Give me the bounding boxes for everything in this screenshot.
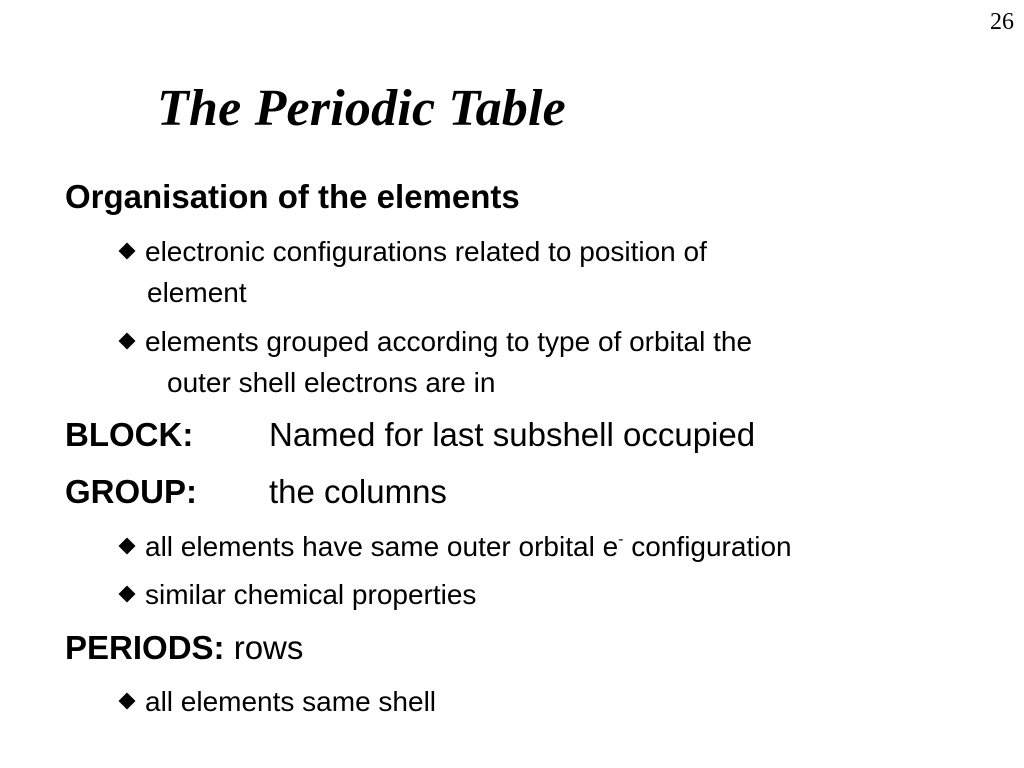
section-heading: Organisation of the elements: [65, 178, 520, 215]
bullet-item: [118, 681, 918, 722]
group-value: the columns: [269, 473, 447, 510]
page-number: 26: [990, 9, 1014, 35]
diamond-bullet-icon: [119, 243, 136, 260]
group-label: GROUP:: [65, 473, 197, 510]
diamond-bullet-icon: [119, 333, 136, 350]
bullet-item: [118, 526, 918, 567]
bullet-text-continuation: element: [147, 277, 247, 308]
bullet-text-continuation: outer shell electrons are in: [167, 367, 496, 398]
bullet-text: all elements have same outer orbital e- configuration: [145, 530, 792, 562]
bullet-text: similar chemical properties: [145, 579, 477, 610]
diamond-bullet-icon: [119, 693, 136, 710]
block-label: BLOCK:: [65, 416, 194, 453]
electron-charge-superscript: -: [618, 530, 624, 548]
bullet-text: elements grouped according to type of orbital the: [145, 326, 753, 357]
block-definition: [65, 416, 755, 454]
periods-value: rows: [233, 629, 304, 666]
diamond-bullet-icon: [119, 538, 136, 555]
bullet-item: [118, 321, 918, 403]
slide-title: The Periodic Table: [157, 80, 566, 137]
bullet-text: all elements same shell: [145, 686, 437, 717]
bullet-text: electronic configurations related to position of: [145, 236, 707, 267]
bullet-item: [118, 231, 918, 313]
bullet-item: [118, 574, 918, 615]
group-definition: [65, 473, 447, 511]
diamond-bullet-icon: [119, 586, 136, 603]
periods-label: PERIODS:: [65, 629, 225, 666]
block-value: Named for last subshell occupied: [269, 416, 756, 453]
periods-definition: [65, 629, 303, 667]
